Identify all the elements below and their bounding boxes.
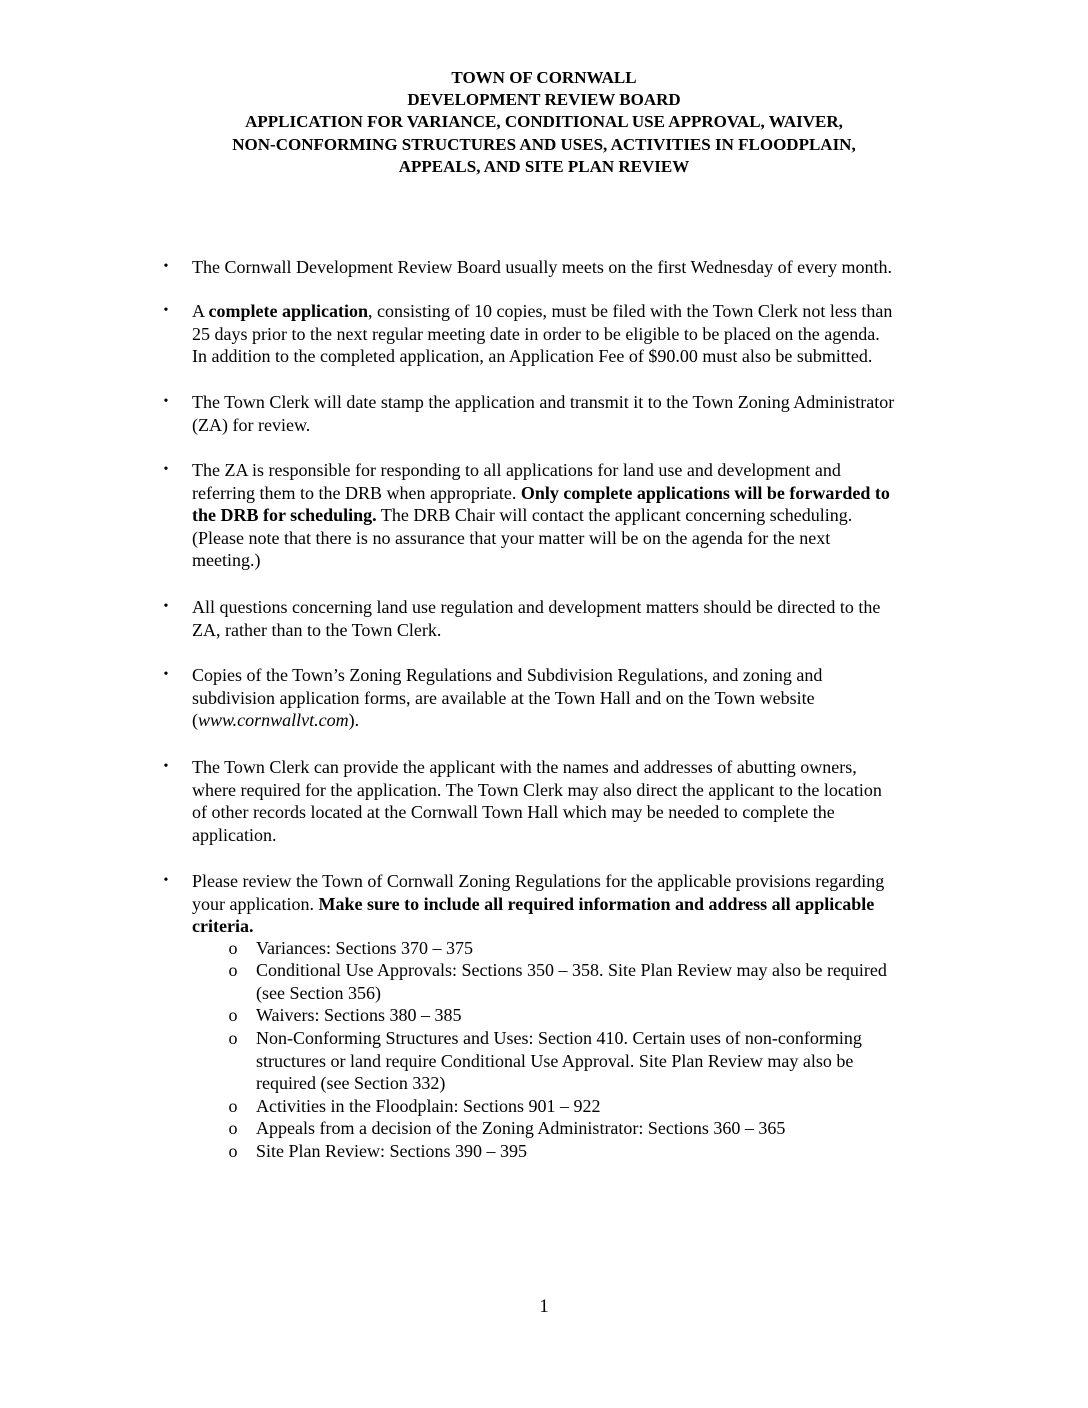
header-title-line-2: NON-CONFORMING STRUCTURES AND USES, ACTIVITIES IN FLOODPLAIN, [232,134,856,154]
emphasis-text: criteria. [192,916,254,936]
page-number: 1 [539,1296,549,1317]
sub-bullet-icon: o [228,1141,238,1161]
bullet-icon: • [163,259,169,274]
sub-bullet-icon: o [228,1118,238,1138]
header-board: DEVELOPMENT REVIEW BOARD [407,90,681,110]
website-link[interactable]: www.cornwallvt.com [198,710,349,730]
list-item-text: The Cornwall Development Review Board usually meets on the first Wednesday of every month. [192,257,893,277]
emphasis-text: the DRB for scheduling. [192,505,377,525]
emphasis-text: Make sure to include all required information and address all applicable [318,893,875,914]
sub-bullet-icon: o [228,960,238,980]
document-header [120,67,968,178]
header-title-line-1: APPLICATION FOR VARIANCE, CONDITIONAL USE APPROVAL, WAIVER, [245,112,843,132]
bullet-icon: • [163,303,169,318]
document-page: TOWN OF CORNWALL DEVELOPMENT REVIEW BOARD APPLICATION FOR VARIANCE, CONDITIONAL USE APPROVAL, WAIVER, NON-CONFORMING STRUCTURES AND USES, ACTIVITIES IN FLOODPLAIN, APPEALS, AND SITE PLAN REVIEW • The Cornwall Development Review Board usually meets on the first Wednesday of every month. • A complete application, consisting of 10 copies, must be filed with the Town Clerk not less than 25 days prior to the next regular meeting date in order to be eligible to be placed on the agenda. In addition to the completed application, an Application Fee of $90.00 must also be submitted. • The Town Clerk will date stamp the application and transmit it to the Town Zoning Administrator (ZA) for review. • The ZA is responsible for responding to all applications for land use and development and referring them to the DRB when appropriate. Only complete applications will be forwarded to the DRB for scheduling. The DRB Chair will contact the applicant concerning scheduling. (Please note that there is no assurance that your matter will be on the agenda for the next meeting.) • All questions concerning land use regulation and development matters should be directed to the ZA, rather than to the Town Clerk. • Copies of the Town’s Zoning Regulations and Subdivision Regulations, and zoning and subdivision application forms, are available at the Town Hall and on the Town website (www.cornwallvt.com). • The Town Clerk can provide the applicant with the names and addresses of abutting owners, where required for the application. The Town Clerk may also direct the applicant to the location of other records located at the Cornwall Town Hall which may be needed to complete the application. • Please review the Town of Cornwall Zoning Regulations for the applicable provisions regarding your application. Make sure to include all required information and address all applicable criteria. o Variances: Sections 370 – 375 o Conditional Use Approvals: Sections 350 – 358. Site Plan Review may also be required (see Section 356) o Waivers: Sections 380 – 385 o Non-Conforming Structures and Uses: Section 410. Certain uses of non-conforming structures or land require Conditional Use Approval. Site Plan Review may also be required (see Section 332) o Activities in the Floodplain: Sections 901 – 922 o Appeals from a decision of the Zoning Administrator: Sections 360 – 365 o Site Plan Review: Sections 390 – 395 1 [0,0,1088,1408]
header-title-line-3: APPEALS, AND SITE PLAN REVIEW [398,156,690,176]
header-town: TOWN OF CORNWALL [451,68,637,87]
bullet-icon: • [163,462,169,477]
bullet-icon: • [163,667,169,682]
emphasis-text: complete application [208,301,369,321]
bullet-icon: • [163,599,169,614]
bullet-icon: • [163,759,169,774]
sub-bullet-icon: o [228,1028,238,1048]
bullet-icon: • [163,873,169,888]
sub-bullet-icon: o [228,1096,238,1116]
sub-bullet-icon: o [228,938,238,958]
bullet-icon: • [163,394,169,409]
emphasis-text: Only complete applications will be forwarded to [520,482,890,503]
sub-bullet-icon: o [228,1005,238,1025]
